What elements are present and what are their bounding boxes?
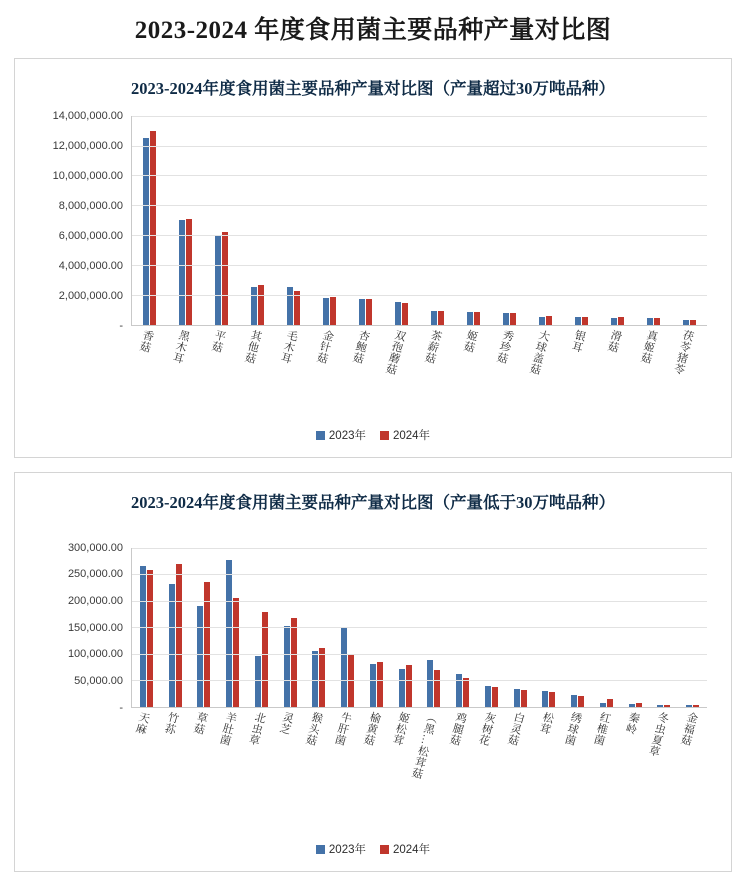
plot-area-1: [131, 116, 707, 326]
gridline: [132, 146, 707, 147]
x-tick-label: 平菇: [209, 328, 227, 354]
bar-2023年[interactable]: [629, 704, 635, 707]
bar-2023年[interactable]: [169, 584, 175, 707]
bar-group: [312, 116, 348, 325]
x-tick: [160, 708, 189, 826]
chart-card-over-300k: [14, 58, 732, 458]
x-tick-label: 草菇: [191, 710, 209, 736]
bar-2024年[interactable]: [582, 317, 588, 325]
y-axis-2: [33, 541, 129, 714]
bar-2024年[interactable]: [654, 318, 660, 325]
y-tick-label: 10,000,000.00: [52, 169, 123, 182]
x-tick-label: 北虫草: [245, 710, 267, 747]
bar-2023年[interactable]: [399, 669, 405, 707]
bar-2024年[interactable]: [618, 317, 624, 324]
bar-2024年[interactable]: [636, 703, 642, 707]
bar-2023年[interactable]: [215, 236, 221, 325]
bar-2024年[interactable]: [330, 297, 336, 325]
x-tick-label: 金针菇: [314, 328, 335, 365]
x-tick-label: 牛肝菌: [332, 710, 353, 747]
x-tick: [646, 708, 678, 826]
bar-group: [635, 116, 671, 325]
bar-group: [671, 116, 707, 325]
chart-title-2: 2023-2024年度食用菌主要品种产量对比图（产量低于30万吨品种）: [131, 493, 615, 512]
gridline: [132, 574, 707, 575]
bar-2023年[interactable]: [647, 318, 653, 324]
x-tick: [563, 708, 592, 826]
bar-2024年[interactable]: [607, 699, 613, 707]
y-tick-label: 12,000,000.00: [52, 139, 123, 152]
legend-1: [15, 427, 731, 443]
x-tick-label: 灵芝: [277, 710, 296, 736]
gridline: [132, 175, 707, 176]
y-tick-label: 200,000.00: [67, 595, 123, 608]
x-tick-label: 茯苓猪苓: [671, 328, 695, 376]
y-tick-label: 150,000.00: [67, 621, 123, 634]
x-tick-label: 秦岭: [623, 710, 641, 736]
bar-2023年[interactable]: [514, 689, 520, 706]
x-tick: [203, 326, 239, 430]
bar-group: [168, 116, 204, 325]
gridline: [132, 601, 707, 602]
x-tick: [361, 708, 390, 826]
bar-2024年[interactable]: [693, 705, 699, 707]
bar-group: [348, 116, 384, 325]
x-axis-labels-1: [131, 326, 707, 430]
bar-2023年[interactable]: [600, 703, 606, 707]
bar-2023年[interactable]: [255, 656, 261, 706]
bar-2023年[interactable]: [323, 298, 329, 325]
gridline: [132, 205, 707, 206]
bar-2023年[interactable]: [341, 628, 347, 706]
bar-2024年[interactable]: [377, 662, 383, 707]
plot-wrap-2: [33, 541, 707, 780]
x-tick-label: 姬松茸: [389, 710, 411, 747]
bar-2023年[interactable]: [485, 686, 491, 707]
bar-2024年[interactable]: [549, 692, 555, 707]
bar-2024年[interactable]: [294, 291, 300, 325]
bar-2023年[interactable]: [284, 626, 290, 707]
gridline: [132, 265, 707, 266]
x-tick: [455, 326, 491, 430]
bar-2023年[interactable]: [427, 660, 433, 707]
y-tick-label: -: [119, 701, 123, 714]
legend-swatch-2024-icon: [380, 431, 389, 440]
x-tick: [563, 326, 599, 430]
bar-group: [240, 116, 276, 325]
x-tick: [131, 326, 167, 430]
bar-2023年[interactable]: [287, 287, 293, 325]
gridline: [132, 548, 707, 549]
legend-swatch-2023-icon: [316, 845, 325, 854]
y-tick-label: 4,000,000.00: [58, 259, 123, 272]
legend-2: [15, 841, 731, 857]
bar-2024年[interactable]: [319, 648, 325, 706]
bar-2023年[interactable]: [456, 674, 462, 707]
y-tick-label: 250,000.00: [67, 568, 123, 581]
x-tick-label: 绣球菌: [562, 710, 584, 747]
x-tick: [131, 708, 160, 826]
x-tick-label: 红椎菌: [591, 710, 612, 747]
x-tick: [347, 326, 383, 430]
x-tick-label: 灰树花: [476, 710, 497, 747]
x-tick-label: 双孢蘑菇: [383, 328, 407, 376]
legend-swatch-2024-icon: [380, 845, 389, 854]
bar-2023年[interactable]: [359, 299, 365, 324]
x-tick: [383, 326, 419, 430]
gridline: [132, 295, 707, 296]
bar-2023年[interactable]: [312, 651, 318, 707]
x-tick: [419, 326, 455, 430]
x-tick-label: 姬菇: [461, 328, 479, 354]
legend-label-2023: 2023年: [328, 430, 366, 442]
bar-group: [276, 116, 312, 325]
legend-item-2024[interactable]: [380, 427, 430, 443]
x-tick-label: 羊肚菌: [217, 710, 238, 747]
plot-wrap-1: [33, 109, 707, 376]
x-axis-labels-2: [131, 708, 707, 826]
x-tick: [635, 326, 671, 430]
bar-group: [491, 116, 527, 325]
x-tick-label: 香菇: [137, 328, 155, 354]
y-tick-label: 100,000.00: [67, 648, 123, 661]
bar-group: [599, 116, 635, 325]
plot-area-2: [131, 548, 707, 708]
bar-2023年[interactable]: [571, 695, 577, 707]
bar-2023年[interactable]: [395, 302, 401, 324]
bar-2024年[interactable]: [510, 313, 516, 325]
bar-2024年[interactable]: [147, 570, 153, 707]
bar-2023年[interactable]: [467, 312, 473, 325]
x-tick: [477, 708, 506, 826]
x-tick: [189, 708, 218, 826]
bar-2024年[interactable]: [521, 690, 527, 707]
bar-2023年[interactable]: [611, 318, 617, 325]
bar-group: [527, 116, 563, 325]
bar-2023年[interactable]: [197, 606, 203, 707]
x-tick-label: 其他菇: [242, 328, 263, 365]
y-axis-1: [33, 109, 129, 332]
x-tick: [621, 708, 650, 826]
bar-2024年[interactable]: [366, 299, 372, 325]
x-tick-label: 白灵菇: [505, 710, 526, 747]
y-tick-label: 2,000,000.00: [58, 289, 123, 302]
x-tick: [592, 708, 621, 826]
bar-group: [204, 116, 240, 325]
y-tick-label: 6,000,000.00: [58, 229, 123, 242]
x-tick-label: 毛木耳: [278, 328, 299, 365]
x-tick-label: 竹荪: [162, 710, 180, 736]
x-tick: [671, 326, 707, 430]
x-tick: [275, 326, 311, 430]
bar-group: [420, 116, 456, 325]
bar-2023年[interactable]: [542, 691, 548, 707]
bar-2023年[interactable]: [575, 317, 581, 324]
bar-2023年[interactable]: [251, 287, 257, 324]
x-tick: [167, 326, 203, 430]
gridline: [132, 654, 707, 655]
x-tick: [217, 708, 246, 826]
bar-2024年[interactable]: [474, 312, 480, 325]
bar-2023年[interactable]: [140, 566, 146, 706]
x-tick-label: 杏鲍菇: [350, 328, 371, 365]
y-tick-label: 50,000.00: [74, 675, 123, 688]
gridline: [132, 680, 707, 681]
bar-2023年[interactable]: [503, 313, 509, 325]
x-tick-label: 猴头菇: [303, 710, 324, 747]
x-tick: [409, 708, 448, 826]
page-title: 2023-2024 年度食用菌主要品种产量对比图: [134, 17, 612, 44]
bar-2024年[interactable]: [438, 311, 444, 324]
gridline: [132, 627, 707, 628]
x-tick: [304, 708, 333, 826]
x-tick-label: 冬虫夏草: [646, 710, 670, 758]
bar-group: [563, 116, 599, 325]
bar-2024年[interactable]: [233, 598, 239, 707]
bar-2024年[interactable]: [492, 687, 498, 707]
x-tick-label: 银耳: [569, 328, 587, 354]
legend-item-2023-b[interactable]: [316, 841, 366, 857]
bar-2023年[interactable]: [539, 317, 545, 325]
bar-2023年[interactable]: [686, 705, 692, 707]
bar-2023年[interactable]: [226, 560, 232, 707]
legend-label-2024: 2024年: [393, 844, 431, 856]
gridline: [132, 235, 707, 236]
gridline: [132, 116, 707, 117]
x-tick-label: 真姬菇: [638, 328, 659, 365]
x-tick: [239, 326, 275, 430]
bar-2024年[interactable]: [406, 665, 412, 706]
bar-2024年[interactable]: [291, 618, 297, 707]
x-tick-label: 黑木耳: [170, 328, 191, 365]
x-tick-label: （黑…松茸菇: [409, 710, 440, 780]
x-tick-label: 榆黄菇: [361, 710, 382, 747]
bar-2023年[interactable]: [683, 320, 689, 325]
x-tick: [527, 326, 563, 430]
bar-2024年[interactable]: [578, 696, 584, 707]
y-tick-label: 300,000.00: [67, 541, 123, 554]
x-tick-label: 茶薪菇: [422, 328, 443, 365]
bars-1: [132, 116, 707, 325]
x-tick: [246, 708, 275, 826]
legend-item-2023[interactable]: [316, 427, 366, 443]
legend-label-2024: 2024年: [393, 430, 431, 442]
bar-2024年[interactable]: [434, 670, 440, 707]
chart-title-1: 2023-2024年度食用菌主要品种产量对比图（产量超过30万吨品种）: [131, 79, 615, 98]
x-tick-label: 金福菇: [677, 710, 699, 747]
bar-2024年[interactable]: [690, 320, 696, 325]
bar-group: [132, 116, 168, 325]
bar-2023年[interactable]: [657, 705, 663, 707]
x-tick: [275, 708, 304, 826]
x-tick-label: 鸡腿菇: [447, 710, 468, 747]
bar-group: [455, 116, 491, 325]
bar-2024年[interactable]: [463, 678, 469, 707]
x-tick: [491, 326, 527, 430]
x-tick: [505, 708, 534, 826]
x-tick: [599, 326, 635, 430]
x-tick: [448, 708, 477, 826]
y-tick-label: 14,000,000.00: [52, 109, 123, 122]
y-tick-label: -: [119, 319, 123, 332]
legend-label-2023: 2023年: [328, 844, 366, 856]
x-tick-label: 大球盖菇: [527, 328, 551, 376]
x-tick: [333, 708, 362, 826]
bar-2024年[interactable]: [402, 303, 408, 325]
bar-group: [384, 116, 420, 325]
x-tick-label: 天麻: [133, 710, 152, 736]
x-tick: [534, 708, 563, 826]
x-tick: [678, 708, 707, 826]
y-tick-label: 8,000,000.00: [58, 199, 123, 212]
bar-2024年[interactable]: [664, 705, 670, 707]
chart-card-under-300k: [14, 472, 732, 872]
legend-item-2024-b[interactable]: [380, 841, 430, 857]
bar-2023年[interactable]: [143, 138, 149, 325]
bar-2024年[interactable]: [176, 564, 182, 707]
x-tick-label: 松茸: [536, 710, 555, 736]
x-tick-label: 滑菇: [605, 328, 623, 354]
x-tick: [311, 326, 347, 430]
bar-2024年[interactable]: [222, 232, 228, 325]
x-tick-label: 秀珍菇: [494, 328, 515, 365]
bar-2024年[interactable]: [258, 285, 264, 325]
bar-2023年[interactable]: [370, 664, 376, 706]
bar-2024年[interactable]: [546, 316, 552, 324]
legend-swatch-2023-icon: [316, 431, 325, 440]
bar-2023年[interactable]: [431, 311, 437, 324]
